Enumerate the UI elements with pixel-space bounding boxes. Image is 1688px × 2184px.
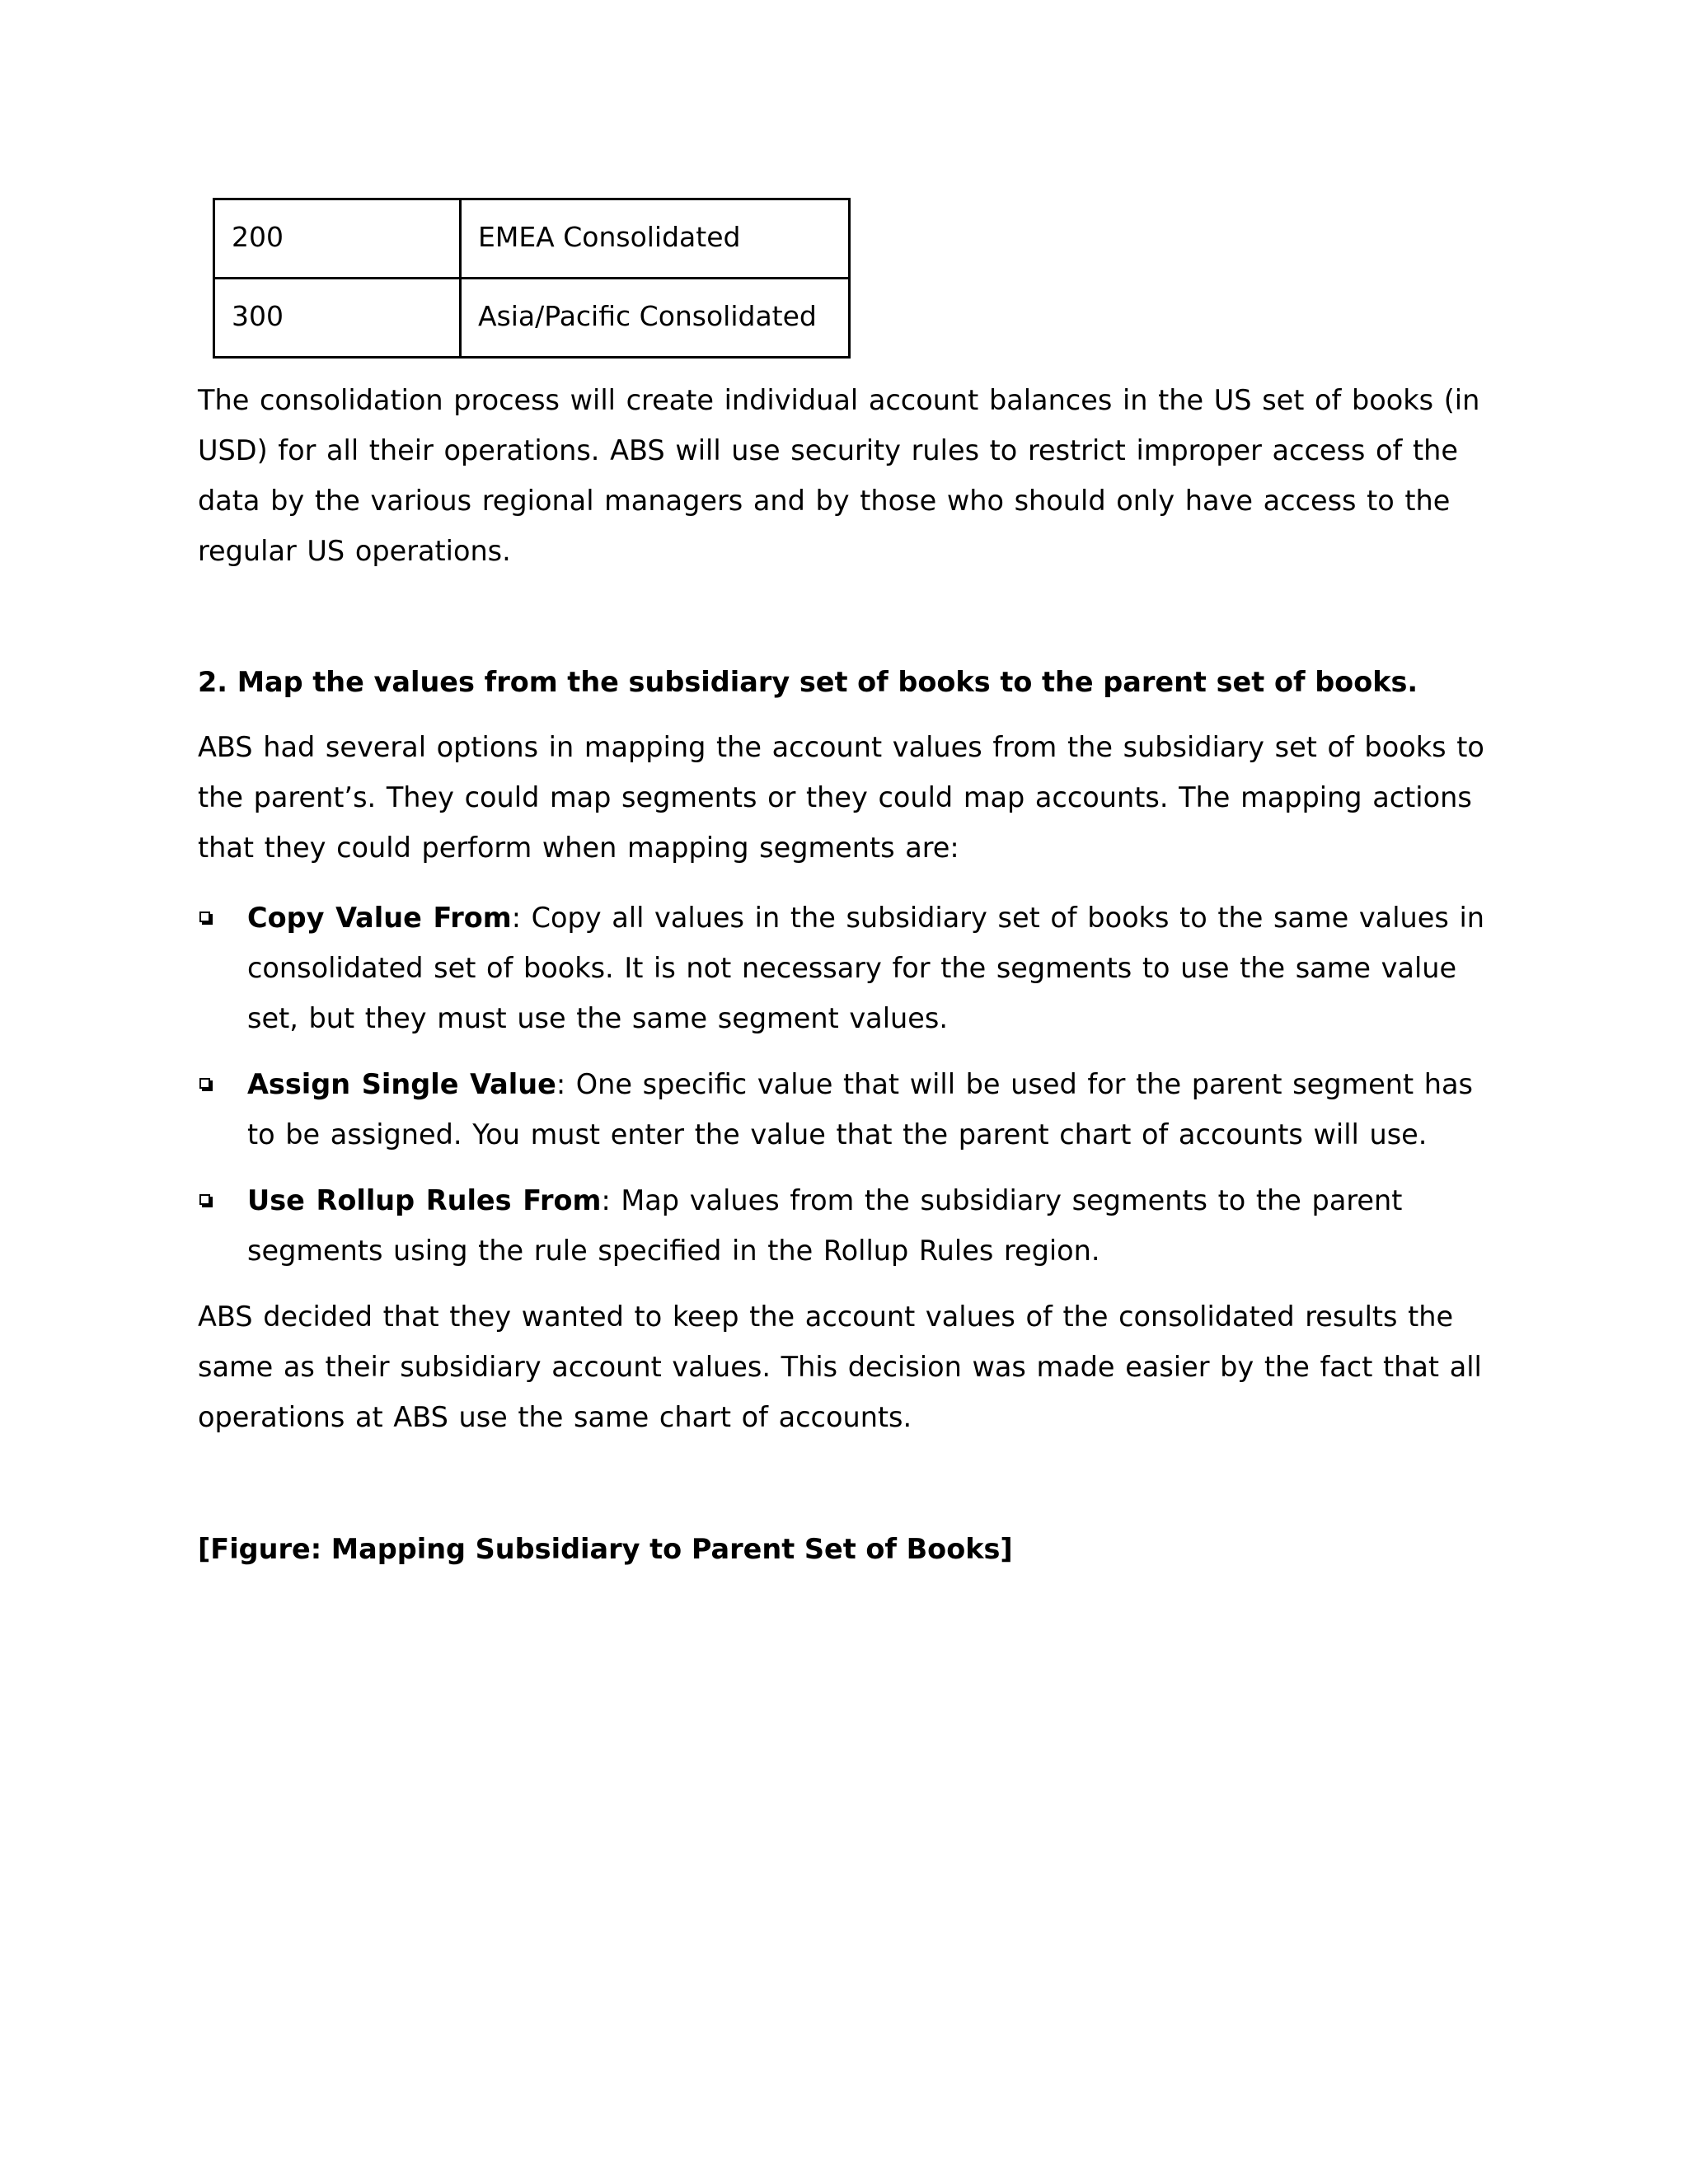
bullet-description: : One specific value that will be used for the parent segment has to be assigned. You must enter the value that the parent chart of accounts will use.	[247, 1068, 1473, 1151]
table-row	[214, 199, 850, 279]
closing-paragraph: ABS decided that they wanted to keep the account values of the consolidated results the same as their subsidiary account values. This decision was made easier by the fact that all operations at ABS use the same chart of accounts.	[198, 1301, 1482, 1433]
table-cell-name: Asia/Pacific Consolidated	[461, 279, 850, 358]
bullet-description: : Copy all values in the subsidiary set of books to the same values in consolidated set of books. It is not necessary for the segments to use the same value set, but they must use the same segment values.	[247, 902, 1484, 1034]
bullet-text	[247, 1175, 1496, 1276]
intro-paragraph: The consolidation process will create individual account balances in the US set of books (in USD) for all their operations. ABS will use security rules to restrict improper access of the data by the various regional managers and by those who should only have access to the regular US operations.	[198, 384, 1480, 567]
checkbox-bullet-icon	[199, 1078, 210, 1089]
bullet-term: Use Rollup Rules From	[247, 1184, 602, 1216]
table-cell-code: 200	[214, 199, 461, 279]
section-heading: 2. Map the values from the subsidiary set of books to the parent set of books.	[198, 666, 1418, 698]
table-cell-code: 300	[214, 279, 461, 358]
checkbox-bullet-icon	[199, 912, 210, 922]
bullet-text	[247, 1059, 1496, 1160]
figure-caption: [Figure: Mapping Subsidiary to Parent Set of Books]	[198, 1533, 1013, 1565]
consolidation-table	[213, 198, 851, 359]
bullet-text	[247, 893, 1496, 1043]
bullet-description: : Map values from the subsidiary segments to the parent segments using the rule specified in the Rollup Rules region.	[247, 1184, 1403, 1267]
bullet-term: Copy Value From	[247, 902, 512, 934]
section-paragraph: ABS had several options in mapping the account values from the subsidiary set of books to the parent’s. They could map segments or they could map accounts. The mapping actions that they could perform when mapping segments are:	[198, 731, 1484, 864]
checkbox-bullet-icon	[199, 1194, 210, 1205]
table-cell-name: EMEA Consolidated	[461, 199, 850, 279]
bullet-term: Assign Single Value	[247, 1068, 556, 1100]
table-row	[214, 279, 850, 358]
